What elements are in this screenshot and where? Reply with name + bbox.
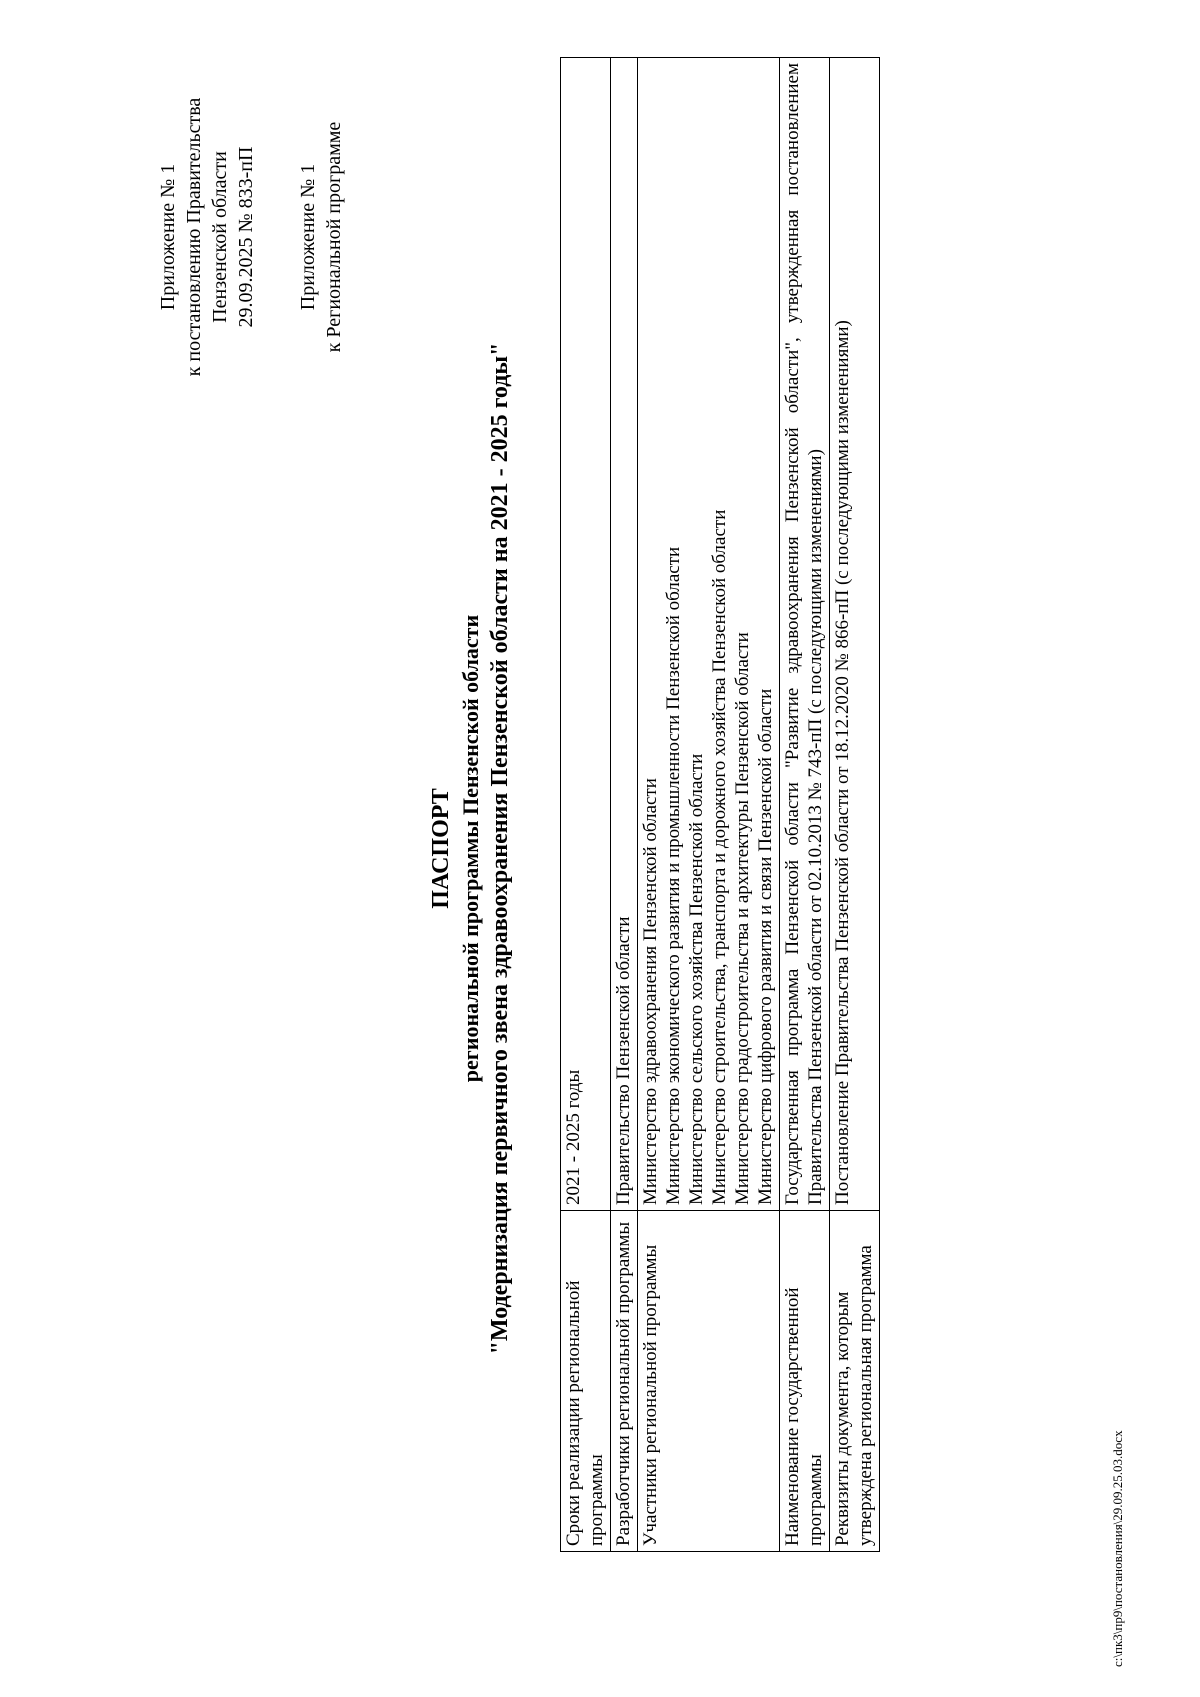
- appendix-line: к постановлению Правительства: [183, 97, 205, 377]
- appendix-line: 29.09.2025 № 833-пП: [235, 146, 257, 328]
- passport-table: [560, 57, 880, 1552]
- document-subtitle: региональной программы Пензенской области: [458, 614, 483, 1083]
- participant-item: Министерство цифрового развития и связи Пензенской области: [755, 688, 776, 1205]
- row-label: Сроки реализации региональной программы: [561, 1211, 611, 1552]
- appendix-line: Пензенской области: [209, 151, 231, 323]
- table-row: [561, 58, 611, 1552]
- participants-list: [638, 58, 780, 1211]
- table-row: [611, 58, 638, 1552]
- document-title-block: [425, 0, 515, 1697]
- appendix-line: к Региональной программе: [323, 121, 345, 353]
- table-row: [830, 58, 880, 1552]
- table-row: [638, 58, 780, 1552]
- row-label: Разработчики региональной программы: [611, 1211, 638, 1552]
- appendix-line: Приложение № 1: [297, 163, 319, 311]
- participant-item: Министерство здравоохранения Пензенской области: [640, 778, 661, 1205]
- appendix-note-program: [295, 77, 347, 397]
- appendix-line: Приложение № 1: [157, 163, 179, 311]
- program-name: "Модернизация первичного звена здравоохранения Пензенской области на 2021 - 2025 годы": [487, 342, 513, 1355]
- file-path-footer: c:\пк3\пр9\постановления\29.09.25.03.docx: [1110, 1430, 1125, 1667]
- document-title: ПАСПОРТ: [428, 788, 454, 909]
- row-label: Участники региональной программы: [638, 1211, 780, 1552]
- participant-item: Министерство сельского хозяйства Пензенской области: [686, 753, 707, 1205]
- table-row: [780, 58, 830, 1552]
- row-value: 2021 - 2025 годы: [561, 58, 611, 1211]
- row-label: Наименование государственной программы: [780, 1211, 830, 1552]
- row-label: Реквизиты документа, которым утверждена региональная программа: [830, 1211, 880, 1552]
- row-value: Государственная программа Пензенской области "Развитие здравоохранения Пензенской области", утвержденная постановлением Правительства Пензенской области от 02.10.2013 № 743-пП (с последующими изменениями): [780, 58, 830, 1211]
- participant-item: Министерство строительства, транспорта и дорожного хозяйства Пензенской области: [709, 509, 730, 1205]
- participant-item: Министерство градостроительства и архитектуры Пензенской области: [732, 632, 753, 1205]
- row-value: Правительство Пензенской области: [611, 58, 638, 1211]
- appendix-note-resolution: [155, 77, 259, 397]
- participant-item: Министерство экономического развития и промышленности Пензенской области: [663, 546, 684, 1205]
- row-value: Постановление Правительства Пензенской области от 18.12.2020 № 866-пП (с последующими изменениями): [830, 58, 880, 1211]
